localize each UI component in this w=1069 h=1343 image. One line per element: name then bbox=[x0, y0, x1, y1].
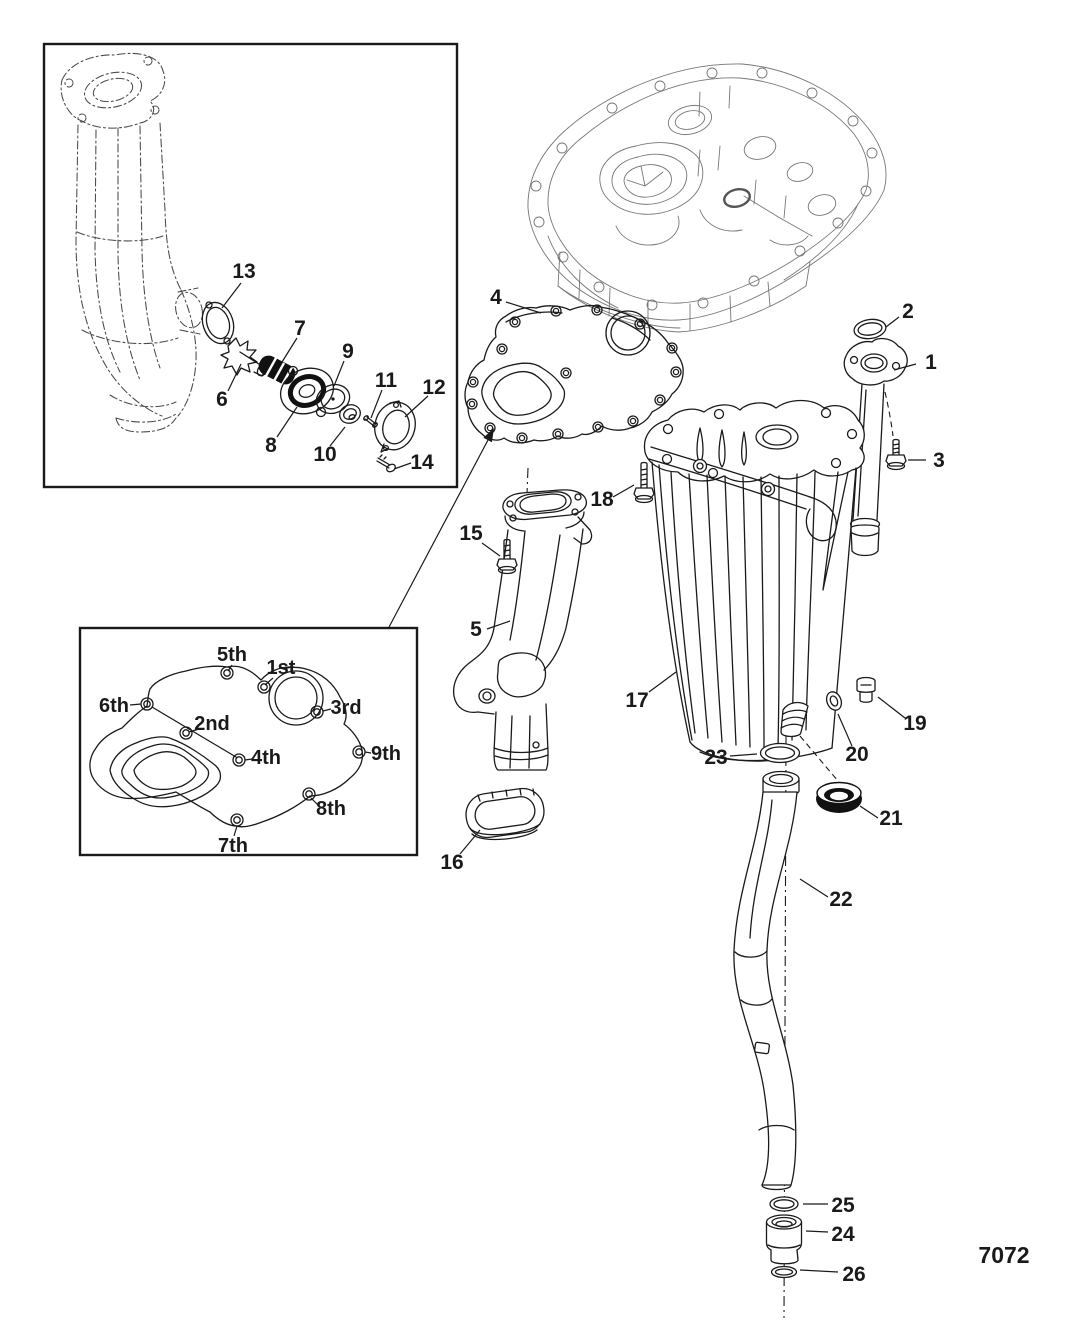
part-22-drain-tube-drawing bbox=[734, 772, 799, 1190]
callout-22: 22 bbox=[829, 888, 853, 911]
callout-19: 19 bbox=[903, 712, 927, 735]
callout-2: 2 bbox=[902, 300, 914, 323]
part-21-seal-drawing bbox=[816, 783, 862, 814]
part-15-screw-drawing bbox=[497, 540, 517, 574]
detail-box bbox=[44, 44, 457, 487]
pipe-5-alignment-dash bbox=[527, 468, 528, 494]
leader-20 bbox=[838, 714, 852, 746]
exhaust-pipe-ghost-drawing bbox=[61, 53, 206, 432]
leader-6 bbox=[228, 364, 241, 391]
leader-2 bbox=[886, 317, 899, 327]
callout-26: 26 bbox=[842, 1263, 866, 1286]
part-18-screw-drawing bbox=[634, 463, 654, 503]
seq-label-5th: 5th bbox=[217, 644, 247, 666]
leader-5 bbox=[487, 621, 510, 629]
seq-label-3rd: 3rd bbox=[330, 697, 362, 719]
leader-19 bbox=[878, 697, 905, 718]
adapter-plate-ghost-drawing bbox=[528, 64, 886, 332]
part-2-oring-drawing bbox=[853, 317, 887, 340]
leader-seq-6 bbox=[130, 704, 141, 705]
callout-7: 7 bbox=[294, 317, 306, 340]
callout-14: 14 bbox=[410, 451, 434, 474]
leader-13 bbox=[222, 283, 241, 308]
callout-8: 8 bbox=[265, 434, 277, 457]
callout-4: 4 bbox=[490, 286, 502, 309]
part-4-gasket-drawing bbox=[465, 305, 683, 443]
seq-label-7th: 7th bbox=[218, 835, 248, 857]
leader-7 bbox=[282, 338, 297, 362]
torque-sequence-border bbox=[80, 628, 417, 855]
seq-label-2nd: 2nd bbox=[194, 713, 230, 735]
callout-13: 13 bbox=[232, 260, 256, 283]
leader-18 bbox=[613, 485, 634, 497]
seq-label-8th: 8th bbox=[316, 798, 346, 820]
seq-label-9th: 9th bbox=[371, 743, 401, 765]
callout-1: 1 bbox=[925, 351, 937, 374]
figure-number: 7072 bbox=[978, 1242, 1030, 1268]
leader-17 bbox=[649, 672, 676, 692]
part-23-oring-drawing bbox=[761, 744, 800, 763]
sump-drain-boss bbox=[781, 703, 808, 737]
callout-25: 25 bbox=[831, 1194, 855, 1217]
callout-5: 5 bbox=[470, 618, 482, 641]
callout-9: 9 bbox=[342, 340, 354, 363]
callout-6: 6 bbox=[216, 388, 228, 411]
part-3-bolt-drawing bbox=[886, 440, 906, 470]
part-19-plug-drawing bbox=[857, 678, 875, 703]
callout-3: 3 bbox=[933, 449, 945, 472]
callout-18: 18 bbox=[590, 488, 614, 511]
leader-9 bbox=[334, 361, 344, 386]
leader-8 bbox=[277, 407, 297, 437]
part-24-sleeve-drawing bbox=[767, 1215, 802, 1264]
seq-label-6th: 6th bbox=[99, 695, 129, 717]
leader-21 bbox=[860, 806, 878, 818]
callout-16: 16 bbox=[440, 851, 464, 874]
callout-24: 24 bbox=[831, 1223, 855, 1246]
callout-21: 21 bbox=[879, 807, 903, 830]
callout-10: 10 bbox=[313, 443, 337, 466]
seq-label-1st: 1st bbox=[266, 657, 296, 679]
leader-24 bbox=[806, 1231, 828, 1232]
callout-20: 20 bbox=[845, 743, 869, 766]
callout-12: 12 bbox=[422, 376, 446, 399]
part-13-drawing bbox=[197, 298, 239, 347]
callout-17: 17 bbox=[625, 689, 649, 712]
leader-11 bbox=[371, 390, 382, 418]
part-26-oring-drawing bbox=[772, 1267, 797, 1278]
part-20-oring-drawing bbox=[824, 690, 844, 713]
leader-23 bbox=[730, 754, 757, 756]
part-14-screw-drawing bbox=[377, 455, 397, 473]
callout-15: 15 bbox=[459, 522, 483, 545]
leader-26 bbox=[800, 1270, 838, 1272]
leader-22 bbox=[800, 879, 828, 897]
callout-11: 11 bbox=[374, 369, 398, 392]
torque-sequence-inset bbox=[80, 628, 417, 857]
callout-23: 23 bbox=[704, 746, 728, 769]
leader-15 bbox=[482, 543, 500, 556]
part-16-seal-drawing bbox=[463, 786, 546, 840]
leader-14 bbox=[394, 463, 411, 469]
seq-label-4th: 4th bbox=[251, 747, 281, 769]
bolt-3-alignment-dash bbox=[885, 392, 893, 436]
part-25-oring-drawing bbox=[770, 1197, 798, 1211]
